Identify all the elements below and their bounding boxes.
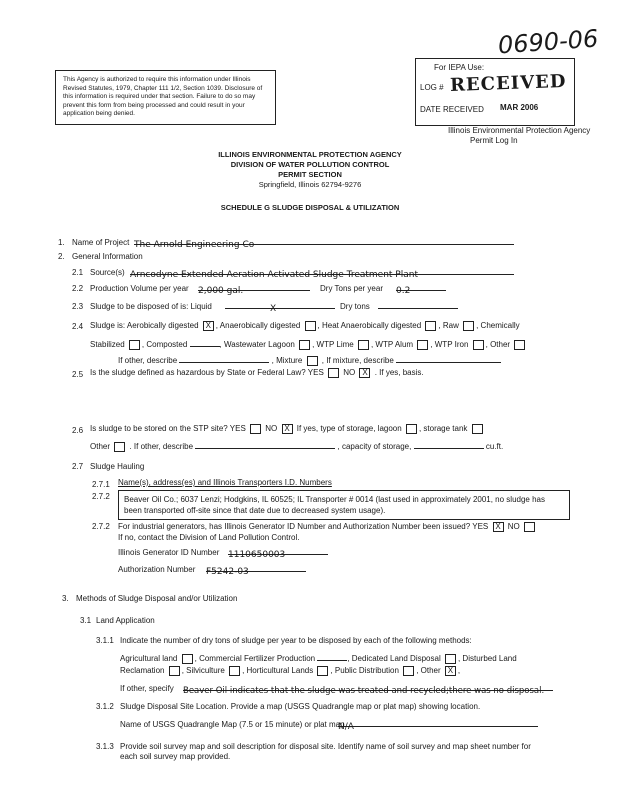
map-name-label: Name of USGS Quadrangle Map (7.5 or 15 minute) or plat map: [120, 720, 345, 729]
if-other-describe-label: If other, describe: [118, 356, 178, 365]
q311-row1: Agricultural land , Commercial Fertilizer Production , Dedicated Land Disposal , Disturbed Land: [120, 650, 517, 664]
q271-number: 2.7.1: [92, 480, 110, 489]
lagoon-checkbox[interactable]: [299, 340, 310, 350]
q24-row3: If other, describe , Mixture , If mixture, describe: [118, 352, 501, 366]
project-name-value: The Arnold Engineering Co: [134, 240, 255, 250]
commercial-field[interactable]: [317, 650, 347, 661]
q22-label: Production Volume per year: [90, 284, 189, 293]
generator-yes-checkbox[interactable]: X: [493, 522, 504, 532]
if-mixture-field[interactable]: [396, 352, 501, 363]
hazardous-no-checkbox[interactable]: X: [359, 368, 370, 378]
storage-no-label: NO: [265, 424, 278, 434]
stamp-permit-log: Permit Log In: [470, 136, 518, 145]
production-volume-field[interactable]: [198, 280, 310, 296]
q3-label: Methods of Sludge Disposal and/or Utilization: [76, 594, 238, 603]
composted-field[interactable]: [190, 336, 220, 347]
raw-label: Raw: [442, 321, 459, 331]
handwritten-number: 0690-06: [497, 24, 600, 60]
capacity-field[interactable]: [414, 438, 484, 449]
q312-number: 3.1.2: [96, 702, 114, 711]
generator-id-value: 1110650003: [228, 550, 286, 560]
wtp-alum-checkbox[interactable]: [417, 340, 428, 350]
q24-row2: Stabilized , Composted , Wastewater Lagoon , WTP Lime , WTP Alum , WTP Iron , Other: [90, 336, 527, 350]
q21-number: 2.1: [72, 268, 84, 277]
q26-label: Is sludge to be stored on the STP site? YES: [90, 424, 246, 434]
silviculture-checkbox[interactable]: [229, 666, 240, 676]
q25-label: Is the sludge defined as hazardous by State or Federal Law? YES: [90, 368, 324, 378]
if-mixture-label: If mixture, describe: [326, 356, 394, 365]
generator-no-checkbox[interactable]: [524, 522, 535, 532]
lagoon-label: Wastewater Lagoon: [223, 340, 295, 349]
q31-number: 3.1: [80, 616, 92, 625]
stabilized-label: Stabilized: [90, 340, 125, 349]
q271-label: Name(s), address(es) and Illinois Transporters I.D. Numbers: [118, 478, 332, 487]
reclamation-label: Reclamation: [120, 666, 165, 676]
dry-tons-value: 0.2: [396, 286, 411, 296]
dry-tons-option-field[interactable]: [378, 298, 458, 309]
storage-other-field[interactable]: [195, 438, 335, 449]
for-iepa-label: For IEPA Use:: [434, 63, 485, 72]
q25-number: 2.5: [72, 370, 84, 379]
q311-if-other-value: Beaver Oil indicates that the sludge was treated and recycled;there was no disposal.: [183, 686, 545, 696]
heat-anaerobic-checkbox[interactable]: [425, 321, 436, 331]
q27-label: Sludge Hauling: [90, 462, 145, 471]
q311-row2: Reclamation , Silviculture , Horticultural Lands , Public Distribution , Other X ,: [120, 666, 461, 676]
q272-question-label: For industrial generators, has Illinois Generator ID Number and Authorization Number been issued? YES: [118, 522, 489, 532]
silviculture-label: Silviculture: [186, 666, 225, 676]
agricultural-label: Agricultural land: [120, 654, 178, 663]
received-stamp-text: RECEIVED: [449, 70, 567, 97]
generator-id-label: Illinois Generator ID Number: [118, 548, 220, 557]
dedicated-label: Dedicated Land Disposal: [351, 654, 441, 663]
authorization-value: F5242-03: [206, 567, 249, 577]
mixture-checkbox[interactable]: [307, 356, 318, 366]
hazardous-no-label: NO: [343, 368, 356, 378]
horticultural-label: Horticultural Lands: [246, 666, 314, 676]
project-name-field[interactable]: [134, 234, 514, 250]
q1-label: Name of Project: [72, 238, 130, 247]
authorization-notice: This Agency is authorized to require this information under Illinois Revised Statutes, 1979, Chapter 111 1/2, Section 1039. Disclosure of this information is required under that section. Failure to do so may prevent this form from being processed and could result in your application being denied.: [55, 70, 276, 125]
dry-tons-field[interactable]: [396, 280, 446, 296]
q312-label: Sludge Disposal Site Location. Provide a map (USGS Quadrangle map or plat map) showing location.: [120, 702, 481, 711]
date-received-value: MAR 2006: [500, 103, 539, 112]
storage-other-label: Other: [90, 442, 111, 451]
map-name-value: N/A: [338, 722, 354, 732]
authorization-field[interactable]: [206, 561, 306, 577]
if-other-describe-field[interactable]: [179, 352, 269, 363]
wtp-iron-checkbox[interactable]: [473, 340, 484, 350]
cuft-label: cu.ft.: [485, 442, 504, 451]
iepa-received-stamp: [415, 58, 575, 126]
q272-question-visible: [118, 522, 537, 532]
q311-if-other-field[interactable]: [183, 680, 553, 696]
source-field[interactable]: [130, 264, 514, 280]
section-name: PERMIT SECTION: [278, 170, 342, 179]
date-received-label: DATE RECEIVED: [420, 105, 484, 114]
storage-no-checkbox[interactable]: X: [282, 424, 293, 434]
authorization-label: Authorization Number: [118, 565, 196, 574]
q3-number: 3.: [62, 594, 69, 603]
q272-number-visible: 2.7.2: [92, 522, 110, 531]
commercial-label: Commercial Fertilizer Production: [199, 654, 316, 663]
q313-number: 3.1.3: [96, 742, 114, 751]
agricultural-checkbox[interactable]: [182, 654, 193, 664]
public-distribution-checkbox[interactable]: [403, 666, 414, 676]
lagoon-storage-checkbox[interactable]: [406, 424, 417, 434]
dry-tons-option: Dry tons: [340, 302, 370, 311]
land-other-label: Other: [420, 666, 441, 676]
q26-number: 2.6: [72, 426, 84, 435]
disturbed-label: Disturbed Land: [462, 654, 517, 663]
land-other-checkbox[interactable]: X: [445, 666, 456, 676]
wtp-alum-label: WTP Alum: [375, 340, 414, 349]
production-volume-value: 2,000 gal.: [198, 286, 244, 296]
hazardous-yes-checkbox[interactable]: [328, 368, 339, 378]
map-name-field[interactable]: [338, 716, 538, 732]
dedicated-checkbox[interactable]: [445, 654, 456, 664]
public-distribution-label: Public Distribution: [334, 666, 399, 676]
mixture-label: Mixture: [276, 356, 303, 365]
generator-id-field[interactable]: [228, 544, 328, 560]
other-checkbox[interactable]: [514, 340, 525, 350]
chemically-label: Chemically: [480, 321, 520, 331]
liquid-field[interactable]: [225, 298, 335, 314]
agency-name: ILLINOIS ENVIRONMENTAL PROTECTION AGENCY: [218, 150, 402, 159]
source-value: Arncodyne Extended Aeration Activated Sludge Treatment Plant: [130, 270, 418, 280]
generator-no-label: NO: [507, 522, 520, 532]
address: Springfield, Illinois 62794-9276: [258, 180, 362, 189]
storage-tank-checkbox[interactable]: [472, 424, 483, 434]
q311-number: 3.1.1: [96, 636, 114, 645]
q272-number: 2.7.2: [92, 492, 110, 501]
raw-checkbox[interactable]: [463, 321, 474, 331]
q24-number: 2.4: [72, 322, 84, 331]
division-name: DIVISION OF WATER POLLUTION CONTROL: [230, 160, 390, 169]
q23-number: 2.3: [72, 302, 84, 311]
q24-row1: Sludge is: Aerobically digested X , Anaerobically digested , Heat Anaerobically digested , Raw , Chemically: [90, 321, 520, 331]
storage-tank-label: storage tank: [423, 424, 468, 434]
composted-label: Composted: [146, 340, 188, 349]
wtp-lime-label: WTP Lime: [316, 340, 354, 349]
q311-label: Indicate the number of dry tons of sludge per year to be disposed by each of the following methods:: [120, 636, 472, 645]
schedule-title: SCHEDULE G SLUDGE DISPOSAL & UTILIZATION: [220, 203, 400, 212]
horticultural-checkbox[interactable]: [317, 666, 328, 676]
hazardous-basis-label: If yes, basis.: [379, 368, 424, 378]
aerobic-checkbox[interactable]: X: [203, 321, 214, 331]
storage-yes-checkbox[interactable]: [250, 424, 261, 434]
q1-number: 1.: [58, 238, 65, 247]
anaerobic-label: Anaerobically digested: [219, 321, 301, 331]
q31-label: Land Application: [96, 616, 155, 625]
aerobic-label: Aerobically digested: [126, 321, 199, 331]
other-label: Other: [490, 340, 511, 349]
form-header: [180, 150, 440, 190]
q2-number: 2.: [58, 252, 65, 261]
q21-label: Source(s): [90, 268, 125, 277]
storage-type-label: If yes, type of storage, lagoon: [296, 424, 402, 434]
reclamation-checkbox[interactable]: [169, 666, 180, 676]
storage-if-other-label: If other, describe: [133, 442, 194, 451]
log-label: LOG #: [420, 83, 444, 92]
q26-row1: Is sludge to be stored on the STP site? YES NO X If yes, type of storage, lagoon , storage tank: [90, 424, 485, 434]
heat-anaerobic-label: Heat Anaerobically digested: [321, 321, 422, 331]
q24-label: Sludge is:: [90, 321, 126, 331]
transporter-info-box[interactable]: Beaver Oil Co.; 6037 Lenzi; Hodgkins, IL 60525; IL Transporter # 0014 (last used in approximately 2001, no sludge has been transported off-site since that date due to decreased system usage).: [118, 490, 570, 520]
q22-number: 2.2: [72, 284, 84, 293]
storage-other-checkbox[interactable]: [114, 442, 125, 452]
q23-label: Sludge to be disposed of is: Liquid: [90, 302, 212, 311]
anaerobic-checkbox[interactable]: [305, 321, 316, 331]
q313-label: Provide soil survey map and soil description for disposal site. Identify name of soil survey and map sheet number for: [120, 742, 531, 751]
q27-number: 2.7: [72, 462, 84, 471]
q2-label: General Information: [72, 252, 143, 261]
wtp-lime-checkbox[interactable]: [358, 340, 369, 350]
dry-tons-label: Dry Tons per year: [320, 284, 383, 293]
stabilized-checkbox[interactable]: [129, 340, 140, 350]
liquid-mark: X: [270, 304, 277, 314]
q26-row2: Other . If other, describe , capacity of storage, cu.ft.: [90, 438, 503, 452]
q311-if-other-label: If other, specify: [120, 684, 174, 693]
stamp-agency-line: Illinois Environmental Protection Agency: [448, 126, 591, 135]
capacity-label: capacity of storage,: [341, 442, 412, 451]
wtp-iron-label: WTP Iron: [434, 340, 469, 349]
q25-row: Is the sludge defined as hazardous by State or Federal Law? YES NO X . If yes, basis.: [90, 368, 424, 378]
q313-label-line2: each soil survey map provided.: [120, 752, 231, 761]
q272-contact-line: If no, contact the Division of Land Pollution Control.: [118, 533, 300, 542]
